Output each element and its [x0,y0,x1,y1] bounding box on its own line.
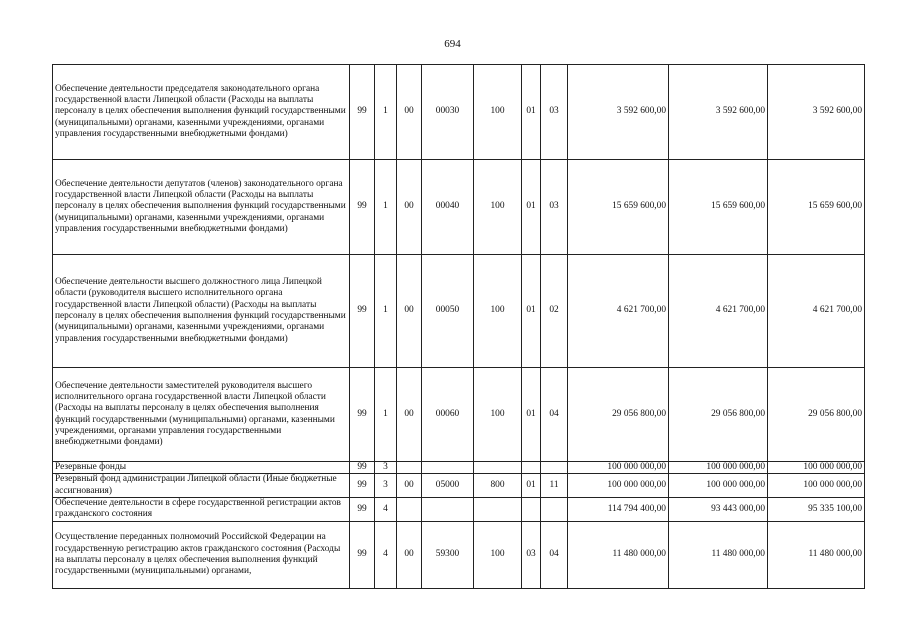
main-event-code: 00 [397,65,422,160]
amount-year-2: 3 592 600,00 [669,65,768,160]
amount-year-1: 3 592 600,00 [568,65,669,160]
amount-year-1: 114 794 400,00 [568,497,669,521]
subprogram-code: 3 [375,474,397,498]
amount-year-1: 15 659 600,00 [568,160,669,255]
subprogram-code: 1 [375,65,397,160]
direction-code: 00040 [422,160,474,255]
main-event-code: 00 [397,474,422,498]
subsection-code: 03 [541,160,568,255]
expense-type-code: 100 [474,521,522,588]
amount-year-2: 11 480 000,00 [669,521,768,588]
program-code: 99 [350,160,375,255]
section-code: 01 [522,255,541,368]
subsection-code: 11 [541,474,568,498]
subsection-code: 04 [541,368,568,462]
expense-type-code: 100 [474,255,522,368]
section-code: 01 [522,474,541,498]
amount-year-1: 29 056 800,00 [568,368,669,462]
amount-year-1: 11 480 000,00 [568,521,669,588]
amount-year-3: 100 000 000,00 [768,474,865,498]
amount-year-3: 11 480 000,00 [768,521,865,588]
amount-year-2: 15 659 600,00 [669,160,768,255]
table-row [53,255,865,368]
subsection-code [541,497,568,521]
amount-year-2: 29 056 800,00 [669,368,768,462]
expense-type-code: 100 [474,368,522,462]
amount-year-3: 100 000 000,00 [768,462,865,474]
amount-year-2: 93 443 000,00 [669,497,768,521]
row-name: Резервные фонды [53,462,350,474]
row-name: Обеспечение деятельности заместителей руководителя высшего исполнительного органа государственной власти Липецкой области (Расходы на выплаты персоналу в целях обеспечения выполнения функций государственными (муниципальными) органами, казенными учреждениями, органами управления государственными внебюджетными фондами) [53,368,350,462]
direction-code: 59300 [422,521,474,588]
amount-year-3: 29 056 800,00 [768,368,865,462]
row-name: Резервный фонд администрации Липецкой области (Иные бюджетные ассигнования) [53,474,350,498]
subprogram-code: 1 [375,368,397,462]
amount-year-1: 100 000 000,00 [568,474,669,498]
table-row [53,474,865,498]
section-code: 01 [522,65,541,160]
amount-year-3: 4 621 700,00 [768,255,865,368]
subsection-code: 03 [541,65,568,160]
expense-type-code: 800 [474,474,522,498]
subprogram-code: 1 [375,255,397,368]
page-number: 694 [444,38,461,50]
amount-year-1: 4 621 700,00 [568,255,669,368]
amount-year-3: 95 335 100,00 [768,497,865,521]
section-code: 01 [522,368,541,462]
expense-type-code: 100 [474,160,522,255]
amount-year-2: 100 000 000,00 [669,462,768,474]
subprogram-code: 3 [375,462,397,474]
table-row [53,521,865,588]
program-code: 99 [350,255,375,368]
program-code: 99 [350,368,375,462]
subprogram-code: 4 [375,521,397,588]
expense-type-code [474,497,522,521]
section-code: 01 [522,160,541,255]
subsection-code: 04 [541,521,568,588]
amount-year-1: 100 000 000,00 [568,462,669,474]
table-row [53,160,865,255]
main-event-code: 00 [397,368,422,462]
main-event-code: 00 [397,160,422,255]
subsection-code: 02 [541,255,568,368]
expense-type-code: 100 [474,65,522,160]
main-event-code [397,497,422,521]
main-event-code: 00 [397,255,422,368]
direction-code [422,462,474,474]
main-event-code [397,462,422,474]
direction-code: 00030 [422,65,474,160]
table-row [53,497,865,521]
program-code: 99 [350,65,375,160]
direction-code: 00050 [422,255,474,368]
section-code: 03 [522,521,541,588]
row-name: Обеспечение деятельности депутатов (членов) законодательного органа государственной власти Липецкой области (Расходы на выплаты персоналу в целях обеспечения выполнения функций государственными (муниципальными) органами, казенными учреждениями, органами управления государственными внебюджетными фондами) [53,160,350,255]
subprogram-code: 1 [375,160,397,255]
row-name: Осуществление переданных полномочий Российской Федерации на государственную регистрацию актов гражданского состояния (Расходы на выплаты персоналу в целях обеспечения выполнения функций государственными (муниципальными) органами, [53,521,350,588]
amount-year-2: 100 000 000,00 [669,474,768,498]
subsection-code [541,462,568,474]
expense-type-code [474,462,522,474]
table-row [53,368,865,462]
table-row [53,462,865,474]
budget-table [52,64,865,589]
amount-year-3: 3 592 600,00 [768,65,865,160]
row-name: Обеспечение деятельности председателя законодательного органа государственной власти Липецкой области (Расходы на выплаты персоналу в целях обеспечения выполнения функций государственными (муниципальными) органами, казенными учреждениями, органами управления государственными внебюджетными фондами) [53,65,350,160]
direction-code [422,497,474,521]
direction-code: 05000 [422,474,474,498]
amount-year-2: 4 621 700,00 [669,255,768,368]
main-event-code: 00 [397,521,422,588]
program-code: 99 [350,462,375,474]
section-code [522,462,541,474]
section-code [522,497,541,521]
direction-code: 00060 [422,368,474,462]
table-row [53,65,865,160]
program-code: 99 [350,497,375,521]
row-name: Обеспечение деятельности в сфере государственной регистрации актов гражданского состояния [53,497,350,521]
program-code: 99 [350,474,375,498]
row-name: Обеспечение деятельности высшего должностного лица Липецкой области (руководителя высшего исполнительного органа государственной власти Липецкой области) (Расходы на выплаты персоналу в целях обеспечения выполнения функций государственными (муниципальными) органами, казенными учреждениями, органами управления государственными внебюджетными фондами) [53,255,350,368]
subprogram-code: 4 [375,497,397,521]
amount-year-3: 15 659 600,00 [768,160,865,255]
program-code: 99 [350,521,375,588]
